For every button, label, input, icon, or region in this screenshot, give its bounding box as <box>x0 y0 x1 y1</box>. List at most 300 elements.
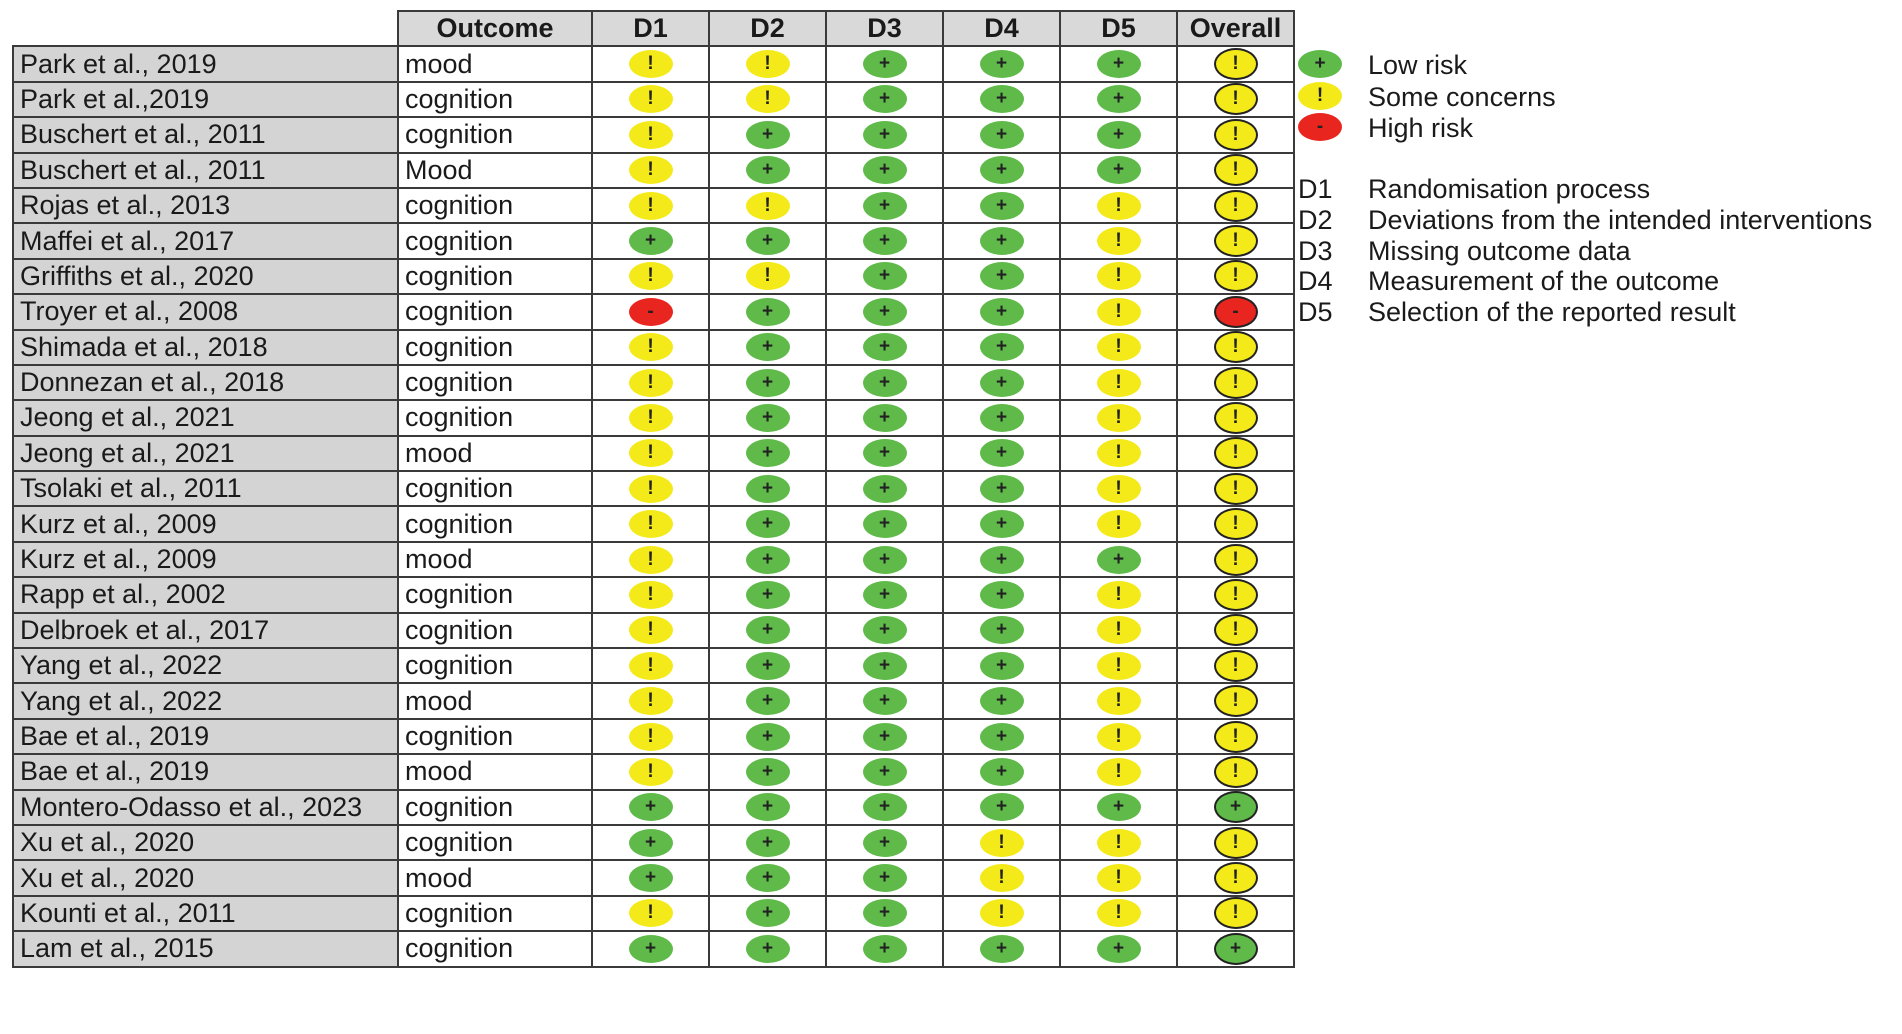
table-row <box>13 46 1294 81</box>
some-risk-icon: ! <box>629 616 673 644</box>
domain-cell-d4 <box>943 860 1060 895</box>
domain-cell-d5 <box>1060 46 1177 81</box>
domain-cell-d4 <box>943 330 1060 365</box>
some-risk-icon: ! <box>1214 614 1258 646</box>
low-risk-icon: + <box>980 687 1024 715</box>
domain-cell-d2 <box>709 719 826 754</box>
domain-cell-d2 <box>709 46 826 81</box>
domain-code: D5 <box>1298 297 1333 328</box>
study-name: Troyer et al., 2008 <box>13 294 398 329</box>
domain-cell-d2 <box>709 223 826 258</box>
low-risk-icon: + <box>746 687 790 715</box>
study-name: Yang et al., 2022 <box>13 648 398 683</box>
domain-cell-d1 <box>592 719 709 754</box>
domain-cell-d5 <box>1060 223 1177 258</box>
outcome-label: cognition <box>398 719 592 754</box>
low-risk-icon: + <box>863 546 907 574</box>
domain-cell-d2 <box>709 330 826 365</box>
domain-cell-d2 <box>709 436 826 471</box>
domain-cell-d2 <box>709 790 826 825</box>
low-risk-icon: + <box>746 581 790 609</box>
domain-cell-d3 <box>826 82 943 117</box>
some-risk-icon: ! <box>1097 404 1141 432</box>
some-risk-icon: ! <box>746 262 790 290</box>
low-risk-icon: + <box>980 581 1024 609</box>
table-row <box>13 330 1294 365</box>
some-risk-icon: ! <box>629 156 673 184</box>
outcome-label: cognition <box>398 506 592 541</box>
domain-cell-d4 <box>943 577 1060 612</box>
overall-cell <box>1177 330 1294 365</box>
overall-cell <box>1177 259 1294 294</box>
domain-cell-d3 <box>826 223 943 258</box>
domain-cell-d1 <box>592 648 709 683</box>
low-risk-icon: + <box>863 723 907 751</box>
low-risk-icon: + <box>1097 156 1141 184</box>
domain-cell-d5 <box>1060 400 1177 435</box>
overall-cell <box>1177 82 1294 117</box>
study-name: Xu et al., 2020 <box>13 860 398 895</box>
domain-cell-d1 <box>592 542 709 577</box>
table-row <box>13 82 1294 117</box>
some-risk-icon: ! <box>1298 82 1342 110</box>
low-risk-icon: + <box>746 758 790 786</box>
domain-label: Randomisation process <box>1368 174 1651 204</box>
domain-cell-d1 <box>592 790 709 825</box>
domain-cell-d4 <box>943 613 1060 648</box>
domain-cell-d5 <box>1060 542 1177 577</box>
overall-cell <box>1177 294 1294 329</box>
low-risk-icon: + <box>980 546 1024 574</box>
study-name: Rapp et al., 2002 <box>13 577 398 612</box>
header-d3: D3 <box>826 11 943 46</box>
some-risk-icon: ! <box>1097 652 1141 680</box>
domain-code: D2 <box>1298 204 1333 235</box>
some-risk-icon: ! <box>1214 402 1258 434</box>
low-risk-icon: + <box>746 510 790 538</box>
some-risk-icon: ! <box>1214 48 1258 80</box>
domain-cell-d5 <box>1060 82 1177 117</box>
low-risk-icon: + <box>863 793 907 821</box>
overall-cell <box>1177 471 1294 506</box>
some-risk-icon: ! <box>629 510 673 538</box>
low-risk-icon: + <box>746 333 790 361</box>
some-risk-icon: ! <box>1214 721 1258 753</box>
some-risk-icon: ! <box>629 439 673 467</box>
overall-cell <box>1177 436 1294 471</box>
some-risk-icon: ! <box>629 262 673 290</box>
domain-cell-d1 <box>592 577 709 612</box>
low-risk-icon: + <box>980 85 1024 113</box>
low-risk-icon: + <box>863 298 907 326</box>
some-risk-icon: ! <box>1097 687 1141 715</box>
domain-cell-d5 <box>1060 683 1177 718</box>
high-risk-icon: - <box>629 298 673 326</box>
some-risk-icon: ! <box>980 829 1024 857</box>
table-row <box>13 896 1294 931</box>
some-risk-icon: ! <box>1214 897 1258 929</box>
some-risk-icon: ! <box>1214 437 1258 469</box>
study-name: Shimada et al., 2018 <box>13 330 398 365</box>
domain-cell-d5 <box>1060 153 1177 188</box>
some-risk-icon: ! <box>1214 331 1258 363</box>
domain-cell-d2 <box>709 896 826 931</box>
header-outcome: Outcome <box>398 11 592 46</box>
table-row <box>13 931 1294 966</box>
domain-label: Deviations from the intended interventions <box>1368 204 1873 235</box>
low-risk-icon: + <box>629 227 673 255</box>
some-risk-icon: ! <box>629 333 673 361</box>
some-risk-icon: ! <box>629 758 673 786</box>
low-risk-icon: + <box>980 121 1024 149</box>
low-risk-icon: + <box>863 121 907 149</box>
low-risk-icon: + <box>980 298 1024 326</box>
overall-cell <box>1177 223 1294 258</box>
low-risk-icon: + <box>863 192 907 220</box>
table-row <box>13 754 1294 789</box>
domain-cell-d1 <box>592 754 709 789</box>
domain-cell-d3 <box>826 754 943 789</box>
table-row <box>13 577 1294 612</box>
some-risk-icon: ! <box>1214 544 1258 576</box>
low-risk-icon: + <box>863 935 907 963</box>
some-risk-icon: ! <box>746 50 790 78</box>
table-row <box>13 860 1294 895</box>
domain-cell-d5 <box>1060 117 1177 152</box>
low-risk-icon: + <box>746 156 790 184</box>
some-risk-icon: ! <box>1097 510 1141 538</box>
domain-cell-d4 <box>943 46 1060 81</box>
outcome-label: cognition <box>398 82 592 117</box>
overall-cell <box>1177 825 1294 860</box>
domain-cell-d2 <box>709 754 826 789</box>
overall-cell <box>1177 400 1294 435</box>
domain-cell-d2 <box>709 471 826 506</box>
high-risk-icon: - <box>1298 113 1342 141</box>
some-risk-icon: ! <box>1097 333 1141 361</box>
low-risk-icon: + <box>863 475 907 503</box>
low-risk-icon: + <box>863 369 907 397</box>
domain-cell-d3 <box>826 825 943 860</box>
domain-cell-d5 <box>1060 613 1177 648</box>
some-risk-icon: ! <box>1097 475 1141 503</box>
some-risk-icon: ! <box>629 899 673 927</box>
study-name: Maffei et al., 2017 <box>13 223 398 258</box>
low-risk-icon: + <box>746 793 790 821</box>
some-risk-icon: ! <box>1214 367 1258 399</box>
low-risk-icon: + <box>1097 50 1141 78</box>
domain-cell-d4 <box>943 471 1060 506</box>
table-row <box>13 294 1294 329</box>
low-risk-icon: + <box>980 758 1024 786</box>
domain-cell-d1 <box>592 188 709 223</box>
low-risk-icon: + <box>980 156 1024 184</box>
domain-cell-d5 <box>1060 825 1177 860</box>
domain-cell-d2 <box>709 577 826 612</box>
domain-cell-d3 <box>826 790 943 825</box>
some-risk-icon: ! <box>1097 227 1141 255</box>
study-name: Kurz et al., 2009 <box>13 542 398 577</box>
header-row <box>13 11 1294 46</box>
outcome-label: mood <box>398 46 592 81</box>
some-risk-icon: ! <box>1097 829 1141 857</box>
some-risk-icon: ! <box>746 85 790 113</box>
some-risk-icon: ! <box>629 121 673 149</box>
domain-cell-d2 <box>709 825 826 860</box>
low-risk-icon: + <box>980 935 1024 963</box>
domain-cell-d5 <box>1060 506 1177 541</box>
domain-label: Selection of the reported result <box>1368 297 1736 328</box>
domain-cell-d4 <box>943 896 1060 931</box>
low-risk-icon: + <box>863 50 907 78</box>
outcome-label: cognition <box>398 648 592 683</box>
domain-cell-d2 <box>709 294 826 329</box>
low-risk-icon: + <box>863 156 907 184</box>
domain-cell-d2 <box>709 82 826 117</box>
table-row <box>13 436 1294 471</box>
domain-cell-d4 <box>943 294 1060 329</box>
low-risk-icon: + <box>863 262 907 290</box>
some-risk-icon: ! <box>1214 827 1258 859</box>
domain-cell-d1 <box>592 896 709 931</box>
overall-cell <box>1177 896 1294 931</box>
low-risk-icon: + <box>629 793 673 821</box>
domain-cell-d3 <box>826 896 943 931</box>
outcome-label: mood <box>398 860 592 895</box>
domain-cell-d4 <box>943 931 1060 966</box>
some-risk-icon: ! <box>1214 119 1258 151</box>
some-risk-icon: ! <box>746 192 790 220</box>
some-risk-icon: ! <box>1214 473 1258 505</box>
low-risk-icon: + <box>980 50 1024 78</box>
study-name: Xu et al., 2020 <box>13 825 398 860</box>
low-risk-icon: + <box>746 227 790 255</box>
domain-cell-d1 <box>592 117 709 152</box>
domain-cell-d5 <box>1060 330 1177 365</box>
low-risk-icon: + <box>1097 85 1141 113</box>
domain-cell-d3 <box>826 400 943 435</box>
domain-cell-d5 <box>1060 860 1177 895</box>
domain-cell-d3 <box>826 188 943 223</box>
domain-cell-d5 <box>1060 719 1177 754</box>
overall-cell <box>1177 931 1294 966</box>
domain-cell-d3 <box>826 471 943 506</box>
study-name: Lam et al., 2015 <box>13 931 398 966</box>
table-row <box>13 683 1294 718</box>
some-risk-icon: ! <box>980 864 1024 892</box>
outcome-label: cognition <box>398 790 592 825</box>
table-row <box>13 400 1294 435</box>
overall-cell <box>1177 542 1294 577</box>
overall-cell <box>1177 790 1294 825</box>
outcome-label: cognition <box>398 330 592 365</box>
domain-cell-d4 <box>943 223 1060 258</box>
low-risk-icon: + <box>980 262 1024 290</box>
low-risk-icon: + <box>746 439 790 467</box>
outcome-label: Mood <box>398 153 592 188</box>
low-risk-icon: + <box>863 404 907 432</box>
some-risk-icon: ! <box>980 899 1024 927</box>
table-row <box>13 223 1294 258</box>
some-risk-icon: ! <box>629 192 673 220</box>
domain-cell-d5 <box>1060 790 1177 825</box>
study-name: Jeong et al., 2021 <box>13 400 398 435</box>
domain-cell-d1 <box>592 506 709 541</box>
some-risk-icon: ! <box>1097 864 1141 892</box>
domain-cell-d1 <box>592 259 709 294</box>
some-risk-icon: ! <box>1097 723 1141 751</box>
study-name: Kurz et al., 2009 <box>13 506 398 541</box>
outcome-label: mood <box>398 683 592 718</box>
domain-cell-d1 <box>592 294 709 329</box>
outcome-label: cognition <box>398 117 592 152</box>
some-risk-icon: ! <box>1214 685 1258 717</box>
domain-cell-d5 <box>1060 436 1177 471</box>
domain-cell-d5 <box>1060 648 1177 683</box>
overall-cell <box>1177 365 1294 400</box>
table-row <box>13 365 1294 400</box>
domain-cell-d4 <box>943 117 1060 152</box>
low-risk-icon: + <box>863 85 907 113</box>
some-risk-icon: ! <box>629 404 673 432</box>
domain-cell-d3 <box>826 542 943 577</box>
domain-cell-d5 <box>1060 577 1177 612</box>
domain-cell-d4 <box>943 790 1060 825</box>
table-row <box>13 259 1294 294</box>
some-risk-icon: ! <box>1097 439 1141 467</box>
legend-label: Low risk <box>1368 50 1468 80</box>
study-name: Delbroek et al., 2017 <box>13 613 398 648</box>
low-risk-icon: + <box>746 616 790 644</box>
low-risk-icon: + <box>980 510 1024 538</box>
outcome-label: mood <box>398 436 592 471</box>
low-risk-icon: + <box>980 475 1024 503</box>
low-risk-icon: + <box>746 829 790 857</box>
domain-cell-d5 <box>1060 896 1177 931</box>
domain-cell-d3 <box>826 436 943 471</box>
overall-cell <box>1177 754 1294 789</box>
low-risk-icon: + <box>863 227 907 255</box>
low-risk-icon: + <box>863 581 907 609</box>
domain-cell-d3 <box>826 153 943 188</box>
domain-cell-d2 <box>709 153 826 188</box>
table-row <box>13 506 1294 541</box>
domain-label: Missing outcome data <box>1368 235 1631 266</box>
domain-cell-d2 <box>709 365 826 400</box>
domain-cell-d2 <box>709 648 826 683</box>
domain-cell-d1 <box>592 46 709 81</box>
outcome-label: cognition <box>398 896 592 931</box>
domain-cell-d2 <box>709 613 826 648</box>
legend-label: Some concerns <box>1368 81 1556 112</box>
domain-cell-d4 <box>943 400 1060 435</box>
domain-cell-d1 <box>592 860 709 895</box>
domain-cell-d2 <box>709 188 826 223</box>
some-risk-icon: ! <box>629 369 673 397</box>
low-risk-icon: + <box>1214 791 1258 823</box>
domain-cell-d3 <box>826 613 943 648</box>
study-name: Buschert et al., 2011 <box>13 153 398 188</box>
outcome-label: cognition <box>398 223 592 258</box>
some-risk-icon: ! <box>1214 579 1258 611</box>
study-name: Montero-Odasso et al., 2023 <box>13 790 398 825</box>
overall-cell <box>1177 188 1294 223</box>
some-risk-icon: ! <box>1214 190 1258 222</box>
outcome-label: cognition <box>398 294 592 329</box>
domain-cell-d1 <box>592 330 709 365</box>
low-risk-icon: + <box>1214 933 1258 965</box>
domain-cell-d1 <box>592 223 709 258</box>
outcome-label: cognition <box>398 825 592 860</box>
table-row <box>13 613 1294 648</box>
low-risk-icon: + <box>1298 50 1342 78</box>
low-risk-icon: + <box>629 864 673 892</box>
some-risk-icon: ! <box>1214 260 1258 292</box>
domain-cell-d1 <box>592 153 709 188</box>
domain-code: D3 <box>1298 235 1333 266</box>
outcome-label: mood <box>398 542 592 577</box>
domain-cell-d3 <box>826 117 943 152</box>
header-overall: Overall <box>1177 11 1294 46</box>
study-name: Buschert et al., 2011 <box>13 117 398 152</box>
low-risk-icon: + <box>980 227 1024 255</box>
overall-cell <box>1177 613 1294 648</box>
header-d1: D1 <box>592 11 709 46</box>
domain-cell-d5 <box>1060 365 1177 400</box>
study-name: Jeong et al., 2021 <box>13 436 398 471</box>
low-risk-icon: + <box>746 369 790 397</box>
domain-cell-d2 <box>709 860 826 895</box>
low-risk-icon: + <box>863 864 907 892</box>
some-risk-icon: ! <box>1214 650 1258 682</box>
overall-cell <box>1177 46 1294 81</box>
table-row <box>13 648 1294 683</box>
study-name: Kounti et al., 2011 <box>13 896 398 931</box>
low-risk-icon: + <box>863 687 907 715</box>
low-risk-icon: + <box>863 899 907 927</box>
domain-cell-d4 <box>943 188 1060 223</box>
table-row <box>13 542 1294 577</box>
domain-cell-d2 <box>709 683 826 718</box>
low-risk-icon: + <box>980 404 1024 432</box>
some-risk-icon: ! <box>1097 298 1141 326</box>
low-risk-icon: + <box>980 439 1024 467</box>
domain-cell-d2 <box>709 259 826 294</box>
table-row <box>13 117 1294 152</box>
domain-label: Measurement of the outcome <box>1368 266 1720 297</box>
overall-cell <box>1177 153 1294 188</box>
domain-cell-d1 <box>592 683 709 718</box>
domain-cell-d3 <box>826 294 943 329</box>
low-risk-icon: + <box>863 333 907 361</box>
domain-cell-d2 <box>709 931 826 966</box>
outcome-label: cognition <box>398 259 592 294</box>
low-risk-icon: + <box>863 758 907 786</box>
some-risk-icon: ! <box>629 652 673 680</box>
low-risk-icon: + <box>863 510 907 538</box>
some-risk-icon: ! <box>1214 508 1258 540</box>
domain-cell-d4 <box>943 825 1060 860</box>
some-risk-icon: ! <box>1214 83 1258 115</box>
domain-code: D1 <box>1298 174 1333 204</box>
risk-of-bias-table <box>12 10 1295 968</box>
low-risk-icon: + <box>863 652 907 680</box>
low-risk-icon: + <box>746 546 790 574</box>
some-risk-icon: ! <box>629 85 673 113</box>
domain-cell-d1 <box>592 82 709 117</box>
domain-cell-d2 <box>709 400 826 435</box>
outcome-label: cognition <box>398 471 592 506</box>
